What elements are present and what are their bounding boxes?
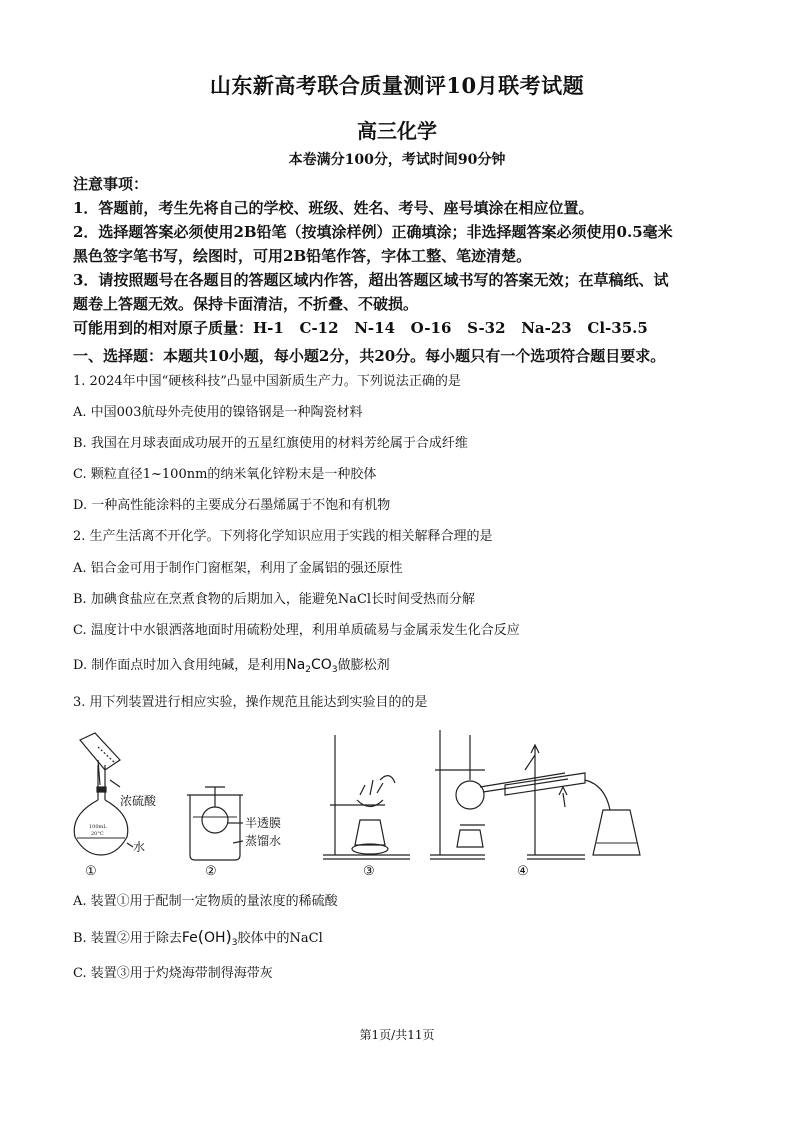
label-n2: ② [205, 864, 217, 879]
label-membrane: 半透膜 [245, 816, 282, 830]
formula-sub: 2 [305, 665, 312, 675]
q2-option-a: A. 铝合金可用于制作门窗框架，利用了金属铝的强还原性 [73, 561, 403, 576]
q2-d-text: D. 制作面点时加入食用纯碱，是利用 [73, 658, 287, 673]
label-n3: ③ [363, 864, 375, 879]
apparatus-3 [323, 735, 410, 879]
formula-oh: OH [203, 930, 226, 946]
q2-option-b: B. 加碘食盐应在烹煮食物的后期加入，能避免NaCl长时间受热而分解 [73, 592, 476, 607]
q3-option-a: A. 装置①用于配制一定物质的量浓度的稀硫酸 [73, 894, 338, 909]
apparatus-4 [430, 730, 640, 879]
flask-text: 100mL [89, 824, 107, 830]
q2-d-text-end: 做膨松剂 [337, 658, 390, 673]
q2-option-d [73, 656, 723, 679]
notes-item: 3．请按照题号在各题目的答题区域内作答，超出答题区域书写的答案无效；在草稿纸、试 [73, 271, 669, 289]
apparatus-figure [65, 725, 655, 880]
label-distilled-water: 蒸馏水 [245, 834, 282, 848]
notes-heading: 注意事项： [73, 175, 149, 193]
notes-item: 2．选择题答案必须使用2B铅笔（按填涂样例）正确填涂；非选择题答案必须使用0.5毫米 [73, 223, 673, 241]
label-conc-acid: 浓硫酸 [120, 794, 157, 808]
formula-paren: ) [225, 927, 232, 946]
q3-b-text-end: 胶体中的NaCl [237, 931, 323, 946]
label-n1: ① [85, 864, 97, 879]
label-water: 水 [133, 840, 146, 854]
q2-stem: 2. 生产生活离不开化学。下列将化学知识应用于实践的相关解释合理的是 [73, 529, 493, 544]
exam-title: 山东新高考联合质量测评10月联考试题 [209, 73, 585, 98]
notes-item: 题卷上答题无效。保持卡面清洁，不折叠、不破损。 [73, 295, 419, 313]
formula-sub: 3 [231, 938, 238, 948]
q1-option-b: B. 我国在月球表面成功展开的五星红旗使用的材料芳纶属于合成纤维 [73, 436, 468, 451]
q3-option-c: C. 装置③用于灼烧海带制得海带灰 [73, 966, 273, 981]
section-heading: 一、选择题：本题共10小题，每小题2分，共20分。每小题只有一个选项符合题目要求。 [73, 347, 666, 365]
q2-option-c: C. 温度计中水银洒落地面时用硫粉处理，利用单质硫易与金属汞发生化合反应 [73, 623, 520, 638]
q1-stem: 1. 2024年中国“硬核科技”凸显中国新质生产力。下列说法正确的是 [73, 374, 461, 389]
formula-co: CO [311, 657, 332, 673]
q3-stem: 3. 用下列装置进行相应实验，操作规范且能达到实验目的的是 [73, 695, 428, 710]
label-n4: ④ [517, 864, 529, 879]
q1-option-c: C. 颗粒直径1~100nm的纳米氧化锌粉末是一种胶体 [73, 467, 377, 482]
apparatus-2 [187, 787, 281, 879]
apparatus-1 [74, 733, 157, 879]
q3-option-b [73, 928, 723, 952]
atomic-masses: 可能用到的相对原子质量：H-1 C-12 N-14 O-16 S-32 Na-23 Cl-35.5 [73, 319, 648, 337]
formula-paren: ( [197, 927, 204, 946]
notes-item: 1．答题前，考生先将自己的学校、班级、姓名、考号、座号填涂在相应位置。 [73, 199, 594, 217]
flask-text: 20°C [91, 831, 104, 837]
q1-option-a: A. 中国003航母外壳使用的镍铬钢是一种陶瓷材料 [73, 405, 363, 420]
q3-b-text: B. 装置②用于除去 [73, 931, 182, 946]
exam-meta: 本卷满分100分，考试时间90分钟 [288, 152, 506, 168]
exam-subtitle: 高三化学 [357, 119, 437, 143]
formula-fe: Fe [181, 930, 198, 946]
q3-b-formula [181, 927, 238, 948]
page-footer: 第1页/共11页 [359, 1028, 435, 1042]
notes-item: 黑色签字笔书写，绘图时，可用2B铅笔作答，字体工整、笔迹清楚。 [73, 247, 532, 265]
notes-block [73, 172, 723, 340]
formula-na: Na [286, 657, 306, 673]
q2-d-formula [286, 657, 337, 673]
q1-option-d: D. 一种高性能涂料的主要成分石墨烯属于不饱和有机物 [73, 498, 391, 513]
formula-sub: 3 [331, 665, 338, 675]
